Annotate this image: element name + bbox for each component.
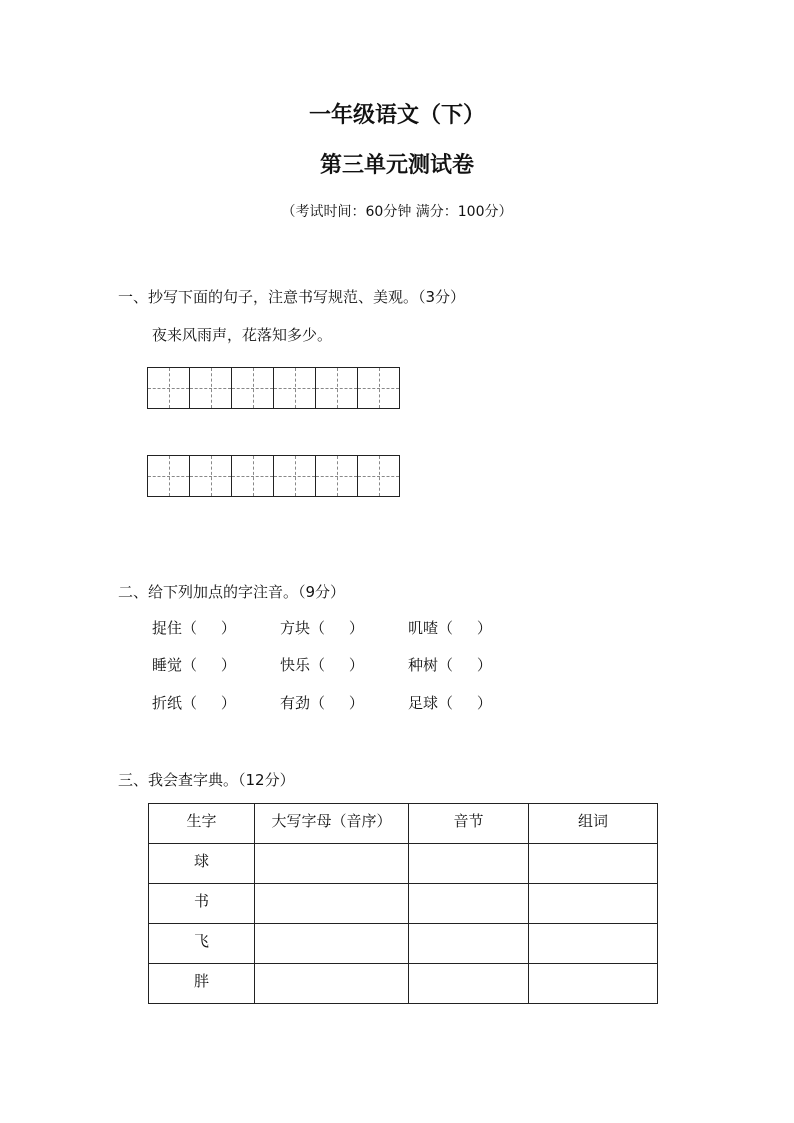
pinyin-item[interactable]: 睡觉（ ） xyxy=(152,656,236,674)
pinyin-item[interactable]: 快乐（ ） xyxy=(280,656,364,674)
answer-cell[interactable] xyxy=(409,924,529,964)
pinyin-item[interactable]: 折纸（ ） xyxy=(152,694,236,712)
writing-cell[interactable] xyxy=(232,367,274,409)
pinyin-item[interactable]: 捉住（ ） xyxy=(152,619,236,637)
writing-cell[interactable] xyxy=(190,455,232,497)
writing-cell[interactable] xyxy=(316,367,358,409)
column-header: 大写字母（音序） xyxy=(255,804,409,844)
pinyin-item[interactable]: 种树（ ） xyxy=(408,656,492,674)
pinyin-item[interactable]: 方块（ ） xyxy=(280,619,364,637)
writing-cell[interactable] xyxy=(148,367,190,409)
answer-cell[interactable] xyxy=(255,924,409,964)
answer-cell[interactable] xyxy=(529,964,658,1004)
answer-cell[interactable] xyxy=(255,844,409,884)
answer-cell[interactable] xyxy=(409,844,529,884)
pinyin-item[interactable]: 有劲（ ） xyxy=(280,694,364,712)
table-header-row xyxy=(149,804,658,844)
character-cell: 胖 xyxy=(149,964,255,1004)
copy-sentence: 夜来风雨声，花落知多少。 xyxy=(152,326,333,344)
pinyin-row xyxy=(152,654,536,675)
answer-cell[interactable] xyxy=(409,964,529,1004)
answer-cell[interactable] xyxy=(529,844,658,884)
exam-info: （考试时间：60分钟 满分：100分） xyxy=(281,204,513,220)
question-1-prompt: 一、抄写下面的句子，注意书写规范、美观。（3分） xyxy=(118,288,466,306)
pinyin-item[interactable]: 叽喳（ ） xyxy=(408,619,492,637)
character-cell: 书 xyxy=(149,884,255,924)
answer-cell[interactable] xyxy=(255,964,409,1004)
writing-cell[interactable] xyxy=(358,367,400,409)
column-header: 音节 xyxy=(409,804,529,844)
pinyin-row xyxy=(152,692,536,713)
column-header: 组词 xyxy=(529,804,658,844)
writing-grid-row-1 xyxy=(147,367,400,409)
page-subtitle: 第三单元测试卷 xyxy=(319,153,474,178)
writing-cell[interactable] xyxy=(316,455,358,497)
answer-cell[interactable] xyxy=(529,924,658,964)
table-row xyxy=(149,884,658,924)
writing-cell[interactable] xyxy=(190,367,232,409)
writing-cell[interactable] xyxy=(148,455,190,497)
pinyin-row xyxy=(152,617,536,638)
table-row xyxy=(149,844,658,884)
question-2-prompt: 二、给下列加点的字注音。（9分） xyxy=(118,583,346,601)
table-row xyxy=(149,964,658,1004)
writing-grid-row-2 xyxy=(147,455,400,497)
pinyin-item[interactable]: 足球（ ） xyxy=(408,694,492,712)
column-header: 生字 xyxy=(149,804,255,844)
writing-cell[interactable] xyxy=(358,455,400,497)
answer-cell[interactable] xyxy=(255,884,409,924)
table-row xyxy=(149,924,658,964)
character-cell: 球 xyxy=(149,844,255,884)
page-title: 一年级语文（下） xyxy=(308,103,485,128)
dictionary-table xyxy=(148,803,658,1004)
writing-cell[interactable] xyxy=(274,455,316,497)
answer-cell[interactable] xyxy=(529,884,658,924)
writing-cell[interactable] xyxy=(232,455,274,497)
question-3-prompt: 三、我会查字典。（12分） xyxy=(118,771,295,789)
character-cell: 飞 xyxy=(149,924,255,964)
writing-cell[interactable] xyxy=(274,367,316,409)
answer-cell[interactable] xyxy=(409,884,529,924)
